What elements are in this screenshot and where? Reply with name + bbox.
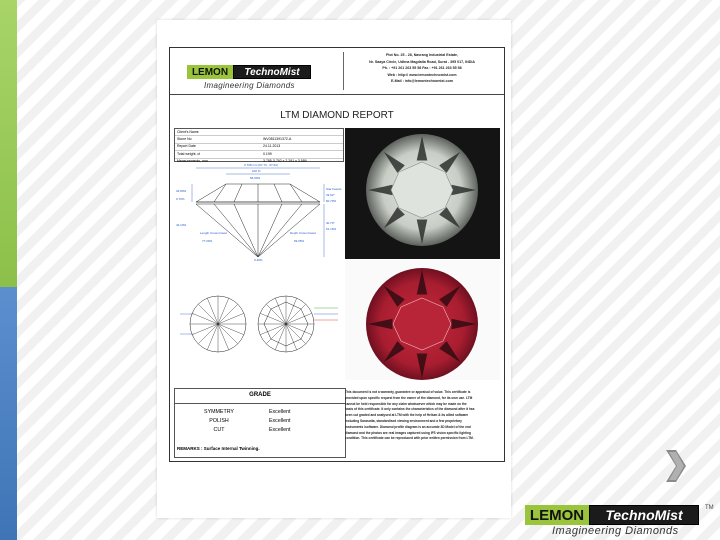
address-line: Web : http:// www.lemontechnomist.com [387, 72, 457, 77]
address-line: Ph. : +91 261 263 55 58 Fax : +91 261 263 55 58 [382, 66, 462, 71]
address-line: Nr. Saaya Circle, Udhna Magdalla Road, Surat - 395 017, INDIA [369, 59, 475, 64]
header-divider [343, 52, 344, 90]
profile-table-dia: 100 % [252, 169, 261, 173]
info-value: WV0811391372-A [263, 136, 292, 141]
report-disclaimer [345, 390, 500, 442]
grade-value: Excellent [269, 409, 291, 415]
info-value: 3.785-3.792 x 2.291 x 3.589 [263, 159, 307, 164]
facet-line [218, 324, 238, 344]
info-label: Measurements, mm [177, 159, 208, 164]
profile-pavilion: 43.10% [176, 223, 187, 227]
disclaimer-line: basis of this certificate. It only contains the characteristics of the diamond after it has [345, 407, 475, 412]
disclaimer-line: condition. This certificate can be reproduced with prior written permission from LTM. [345, 436, 474, 441]
profile-side-right: 60.79% [326, 199, 337, 203]
disclaimer-line: cannot be held responsible for any claim whatsoever which may be made on the [345, 401, 467, 406]
disclaimer-line: been cut graded and analysed at LTM with the help of Helium & its allied software [345, 413, 469, 418]
grade-remarks: REMARKS : Surface Internal Twinning. [177, 446, 260, 451]
profile-star-label: Star Facets [326, 187, 342, 191]
facet-line [286, 304, 306, 324]
profile-length-val: 77.00% [202, 239, 213, 243]
info-row [175, 129, 343, 136]
info-label: Report Date [177, 144, 196, 149]
footer-logo-technomist: TechnoMist [589, 505, 699, 525]
grade-value: Excellent [269, 418, 291, 424]
chevron-right-icon[interactable] [662, 448, 688, 484]
info-value: 24.11.2013 [263, 144, 281, 149]
grade-row-symmetry [175, 409, 345, 418]
diamond-photo [345, 128, 500, 259]
report-title: LTM DIAMOND REPORT [280, 110, 394, 121]
grade-name: SYMMETRY [204, 409, 234, 415]
profile-depth-label: Depth Crown Facet [290, 231, 316, 235]
disclaimer-line: including Sarasotta, standardised viewing environment and a few proprietary [345, 418, 462, 423]
address-line: Plot No. 25 - 28, Navrang Industrial Estate, [385, 53, 459, 57]
diamond-report-document [169, 47, 505, 462]
profile-crown-right: 33.62° [326, 193, 335, 197]
company-address [346, 52, 498, 85]
profile-crown-angle: 34.80% [176, 189, 187, 193]
profile-culet: 0.49% [254, 258, 263, 262]
left-accent-blue [0, 287, 17, 540]
info-row [175, 151, 343, 158]
profile-depth-val: 69.05% [294, 239, 305, 243]
grade-row-cut [175, 427, 345, 436]
info-row [175, 144, 343, 151]
footer-logo [525, 505, 699, 525]
disclaimer-line: diamond and the photos are real images captured using IFS vision specific lighting [345, 430, 471, 435]
info-label: Stone No [177, 136, 192, 141]
disclaimer-line: This document is not a warranty, guarantee or appraisal of value. This certificate is [345, 390, 471, 394]
disclaimer-line: instruments /software. Diamond profile diagram is an accurate 3D Model of the real [345, 424, 471, 429]
disclaimer-line: provided upon specific request from the owner of the diamond, for its own use. LTM [345, 395, 473, 400]
grade-title: GRADE [249, 392, 271, 398]
profile-crown-h: 61.16% [326, 227, 337, 231]
grade-name: POLISH [209, 418, 229, 424]
footer-logo-lemon: LEMON [525, 505, 589, 525]
logo-technomist-text: TechnoMist [233, 65, 311, 79]
report-tagline: Imagineering Diamonds [204, 81, 295, 90]
trademark-symbol: TM [705, 505, 714, 511]
grade-name: CUT [213, 427, 225, 433]
ideal-scope-image [345, 260, 500, 380]
ideal-scope-graphic [345, 260, 500, 380]
facet-line [198, 324, 218, 344]
info-row [175, 136, 343, 143]
profile-pav-right: 40.70° [326, 221, 335, 225]
facet-line [266, 324, 286, 344]
left-accent-green [0, 0, 17, 287]
grade-divider [175, 403, 345, 404]
footer-tagline: Imagineering Diamonds [552, 525, 679, 537]
profile-length-label: Length Crown Facet [200, 231, 228, 235]
info-label: Total weight, ct [177, 151, 201, 156]
profile-table-pct: 56.90% [250, 176, 261, 180]
facet-line [286, 324, 306, 344]
facet-top-view-diagrams [174, 284, 342, 364]
info-label: Client's Name [177, 129, 199, 134]
info-value: 0.199 [263, 151, 272, 156]
facet-line [218, 304, 238, 324]
logo-lemon-text: LEMON [187, 65, 233, 79]
grade-value: Excellent [269, 427, 291, 433]
diamond-profile-diagram [174, 162, 342, 262]
profile-crown-dia: 0.708 mm (67.73 - 67.64) [244, 163, 278, 167]
report-header [170, 48, 504, 95]
grade-table [174, 388, 346, 458]
grade-row-polish [175, 418, 345, 427]
diamond-photo-image [345, 128, 500, 259]
facet-line [198, 304, 218, 324]
facet-line [266, 304, 286, 324]
stone-info-table [174, 128, 344, 162]
profile-girdle: 0.70% [176, 197, 185, 201]
report-logo [187, 65, 311, 79]
address-line: E-Mail : info@lemontechnomist.com [390, 79, 453, 84]
